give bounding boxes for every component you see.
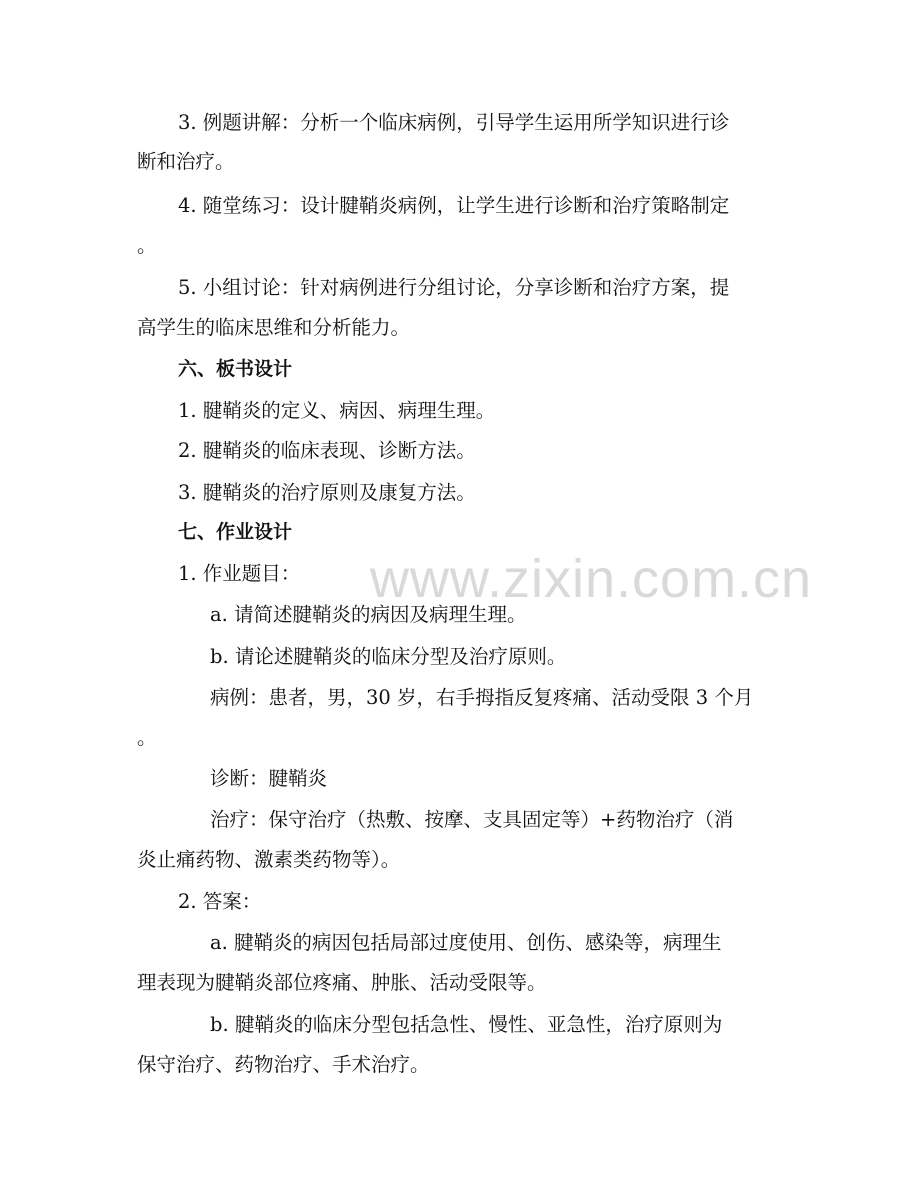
board-item-2: 2. 腱鞘炎的临床表现、诊断方法。 — [178, 439, 476, 462]
item-4-line-2: 。 — [137, 234, 157, 257]
watermark-text: www.zixin.com.cn — [370, 549, 813, 609]
section-heading-homework-design: 七、作业设计 — [178, 521, 293, 543]
diagnosis-line: 诊断：腱鞘炎 — [210, 767, 328, 790]
treatment-line-2: 炎止痛药物、激素类药物等）。 — [137, 848, 401, 871]
item-4-line-1: 4. 随堂练习：设计腱鞘炎病例，让学生进行诊断和治疗策略制定 — [178, 194, 730, 217]
board-item-3: 3. 腱鞘炎的治疗原则及康复方法。 — [178, 481, 476, 504]
homework-item-1b: b. 请论述腱鞘炎的临床分型及治疗原则。 — [210, 645, 567, 668]
case-line-2: 。 — [137, 726, 157, 749]
homework-item-1a: a. 请简述腱鞘炎的病因及病理生理。 — [210, 603, 527, 626]
board-item-1: 1. 腱鞘炎的定义、病因、病理生理。 — [178, 399, 496, 422]
item-3-line-2: 断和治疗。 — [137, 150, 235, 173]
answer-a-line-1: a. 腱鞘炎的病因包括局部过度使用、创伤、感染等，病理生 — [210, 931, 722, 954]
section-heading-board-design: 六、板书设计 — [178, 358, 293, 380]
homework-item-2: 2. 答案： — [178, 890, 262, 913]
treatment-line-1: 治疗：保守治疗（热敷、按摩、支具固定等）+药物治疗（消 — [210, 808, 734, 831]
answer-b-line-2: 保守治疗、药物治疗、手术治疗。 — [137, 1053, 430, 1076]
item-3-line-1: 3. 例题讲解：分析一个临床病例，引导学生运用所学知识进行诊 — [178, 111, 730, 134]
item-5-line-2: 高学生的临床思维和分析能力。 — [137, 316, 411, 339]
case-line-1: 病例：患者，男，30 岁，右手拇指反复疼痛、活动受限 3 个月 — [210, 686, 754, 709]
item-5-line-1: 5. 小组讨论：针对病例进行分组讨论，分享诊断和治疗方案，提 — [178, 276, 730, 299]
homework-item-1: 1. 作业题目： — [178, 562, 301, 585]
answer-a-line-2: 理表现为腱鞘炎部位疼痛、肿胀、活动受限等。 — [137, 971, 547, 994]
answer-b-line-1: b. 腱鞘炎的临床分型包括急性、慢性、亚急性，治疗原则为 — [210, 1013, 723, 1036]
